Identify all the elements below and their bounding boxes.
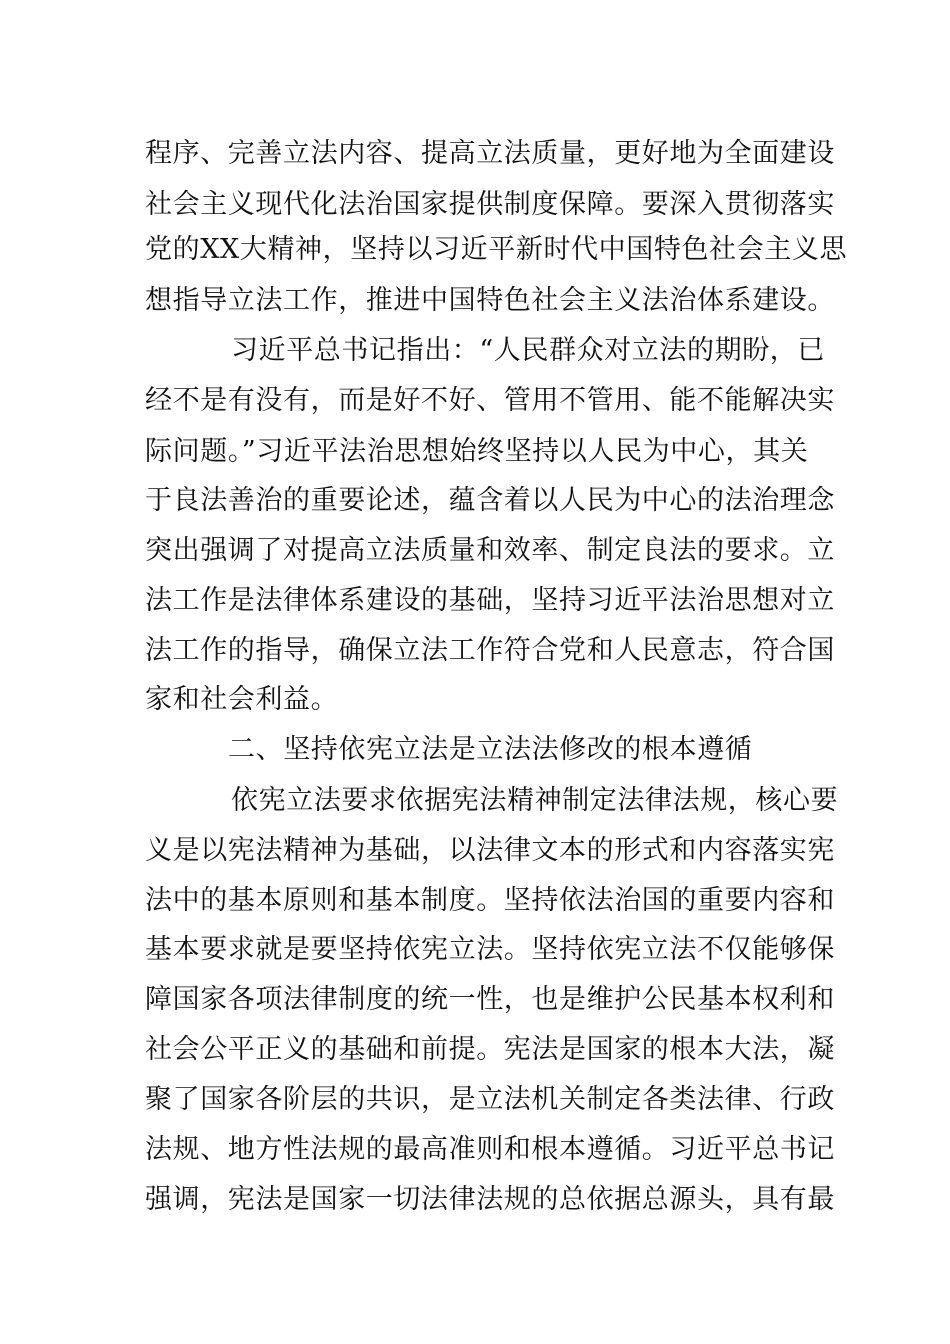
- paragraph-line: 经不是有没有，而是好不好、管用不管用、能不能解决实: [145, 385, 835, 416]
- paragraph-line: 义是以宪法精神为基础，以法律文本的形式和内容落实宪: [145, 835, 835, 866]
- paragraph-line: 突出强调了对提高立法质量和效率、制定良法的要求。立: [145, 535, 835, 566]
- paragraph-line: 法工作是法律体系建设的基础，坚持习近平法治思想对立: [145, 585, 835, 616]
- paragraph-line: 依宪立法要求依据宪法精神制定法律法规，核心要: [231, 785, 839, 816]
- paragraph-line: 家和社会利益。: [145, 684, 339, 715]
- paragraph-line: 障国家各项法律制度的统一性，也是维护公民基本权利和: [145, 984, 835, 1015]
- paragraph-line: 想指导立法工作，推进中国特色社会主义法治体系建设。: [145, 285, 835, 316]
- paragraph-line: 法规、地方性法规的最高准则和根本遵循。习近平总书记: [145, 1134, 835, 1165]
- section-heading: 二、坚持依宪立法是立法法修改的根本遵循: [228, 734, 753, 765]
- paragraph-line: 社会主义现代化法治国家提供制度保障。要深入贯彻落实: [145, 189, 835, 220]
- paragraph-line: 法工作的指导，确保立法工作符合党和人民意志，符合国: [145, 635, 835, 666]
- paragraph-line: 际问题。”习近平法治思想始终坚持以人民为中心，其关: [145, 436, 809, 467]
- paragraph-line: 聚了国家各阶层的共识，是立法机关制定各类法律、行政: [145, 1084, 835, 1115]
- paragraph-line: 于良法善治的重要论述，蕴含着以人民为中心的法治理念: [145, 485, 835, 516]
- paragraph-line: 程序、完善立法内容、提高立法质量，更好地为全面建设: [145, 138, 835, 169]
- paragraph-line: 党的XX大精神，坚持以习近平新时代中国特色社会主义思: [145, 234, 848, 265]
- paragraph-line: 社会公平正义的基础和前提。宪法是国家的根本大法，凝: [145, 1034, 835, 1065]
- paragraph-line: 基本要求就是要坚持依宪立法。坚持依宪立法不仅能够保: [145, 934, 835, 965]
- paragraph-line: 习近平总书记指出：“人民群众对立法的期盼，已: [231, 335, 826, 366]
- paragraph-line: 强调，宪法是国家一切法律法规的总依据总源头，具有最: [145, 1184, 835, 1215]
- paragraph-line: 法中的基本原则和基本制度。坚持依法治国的重要内容和: [145, 885, 835, 916]
